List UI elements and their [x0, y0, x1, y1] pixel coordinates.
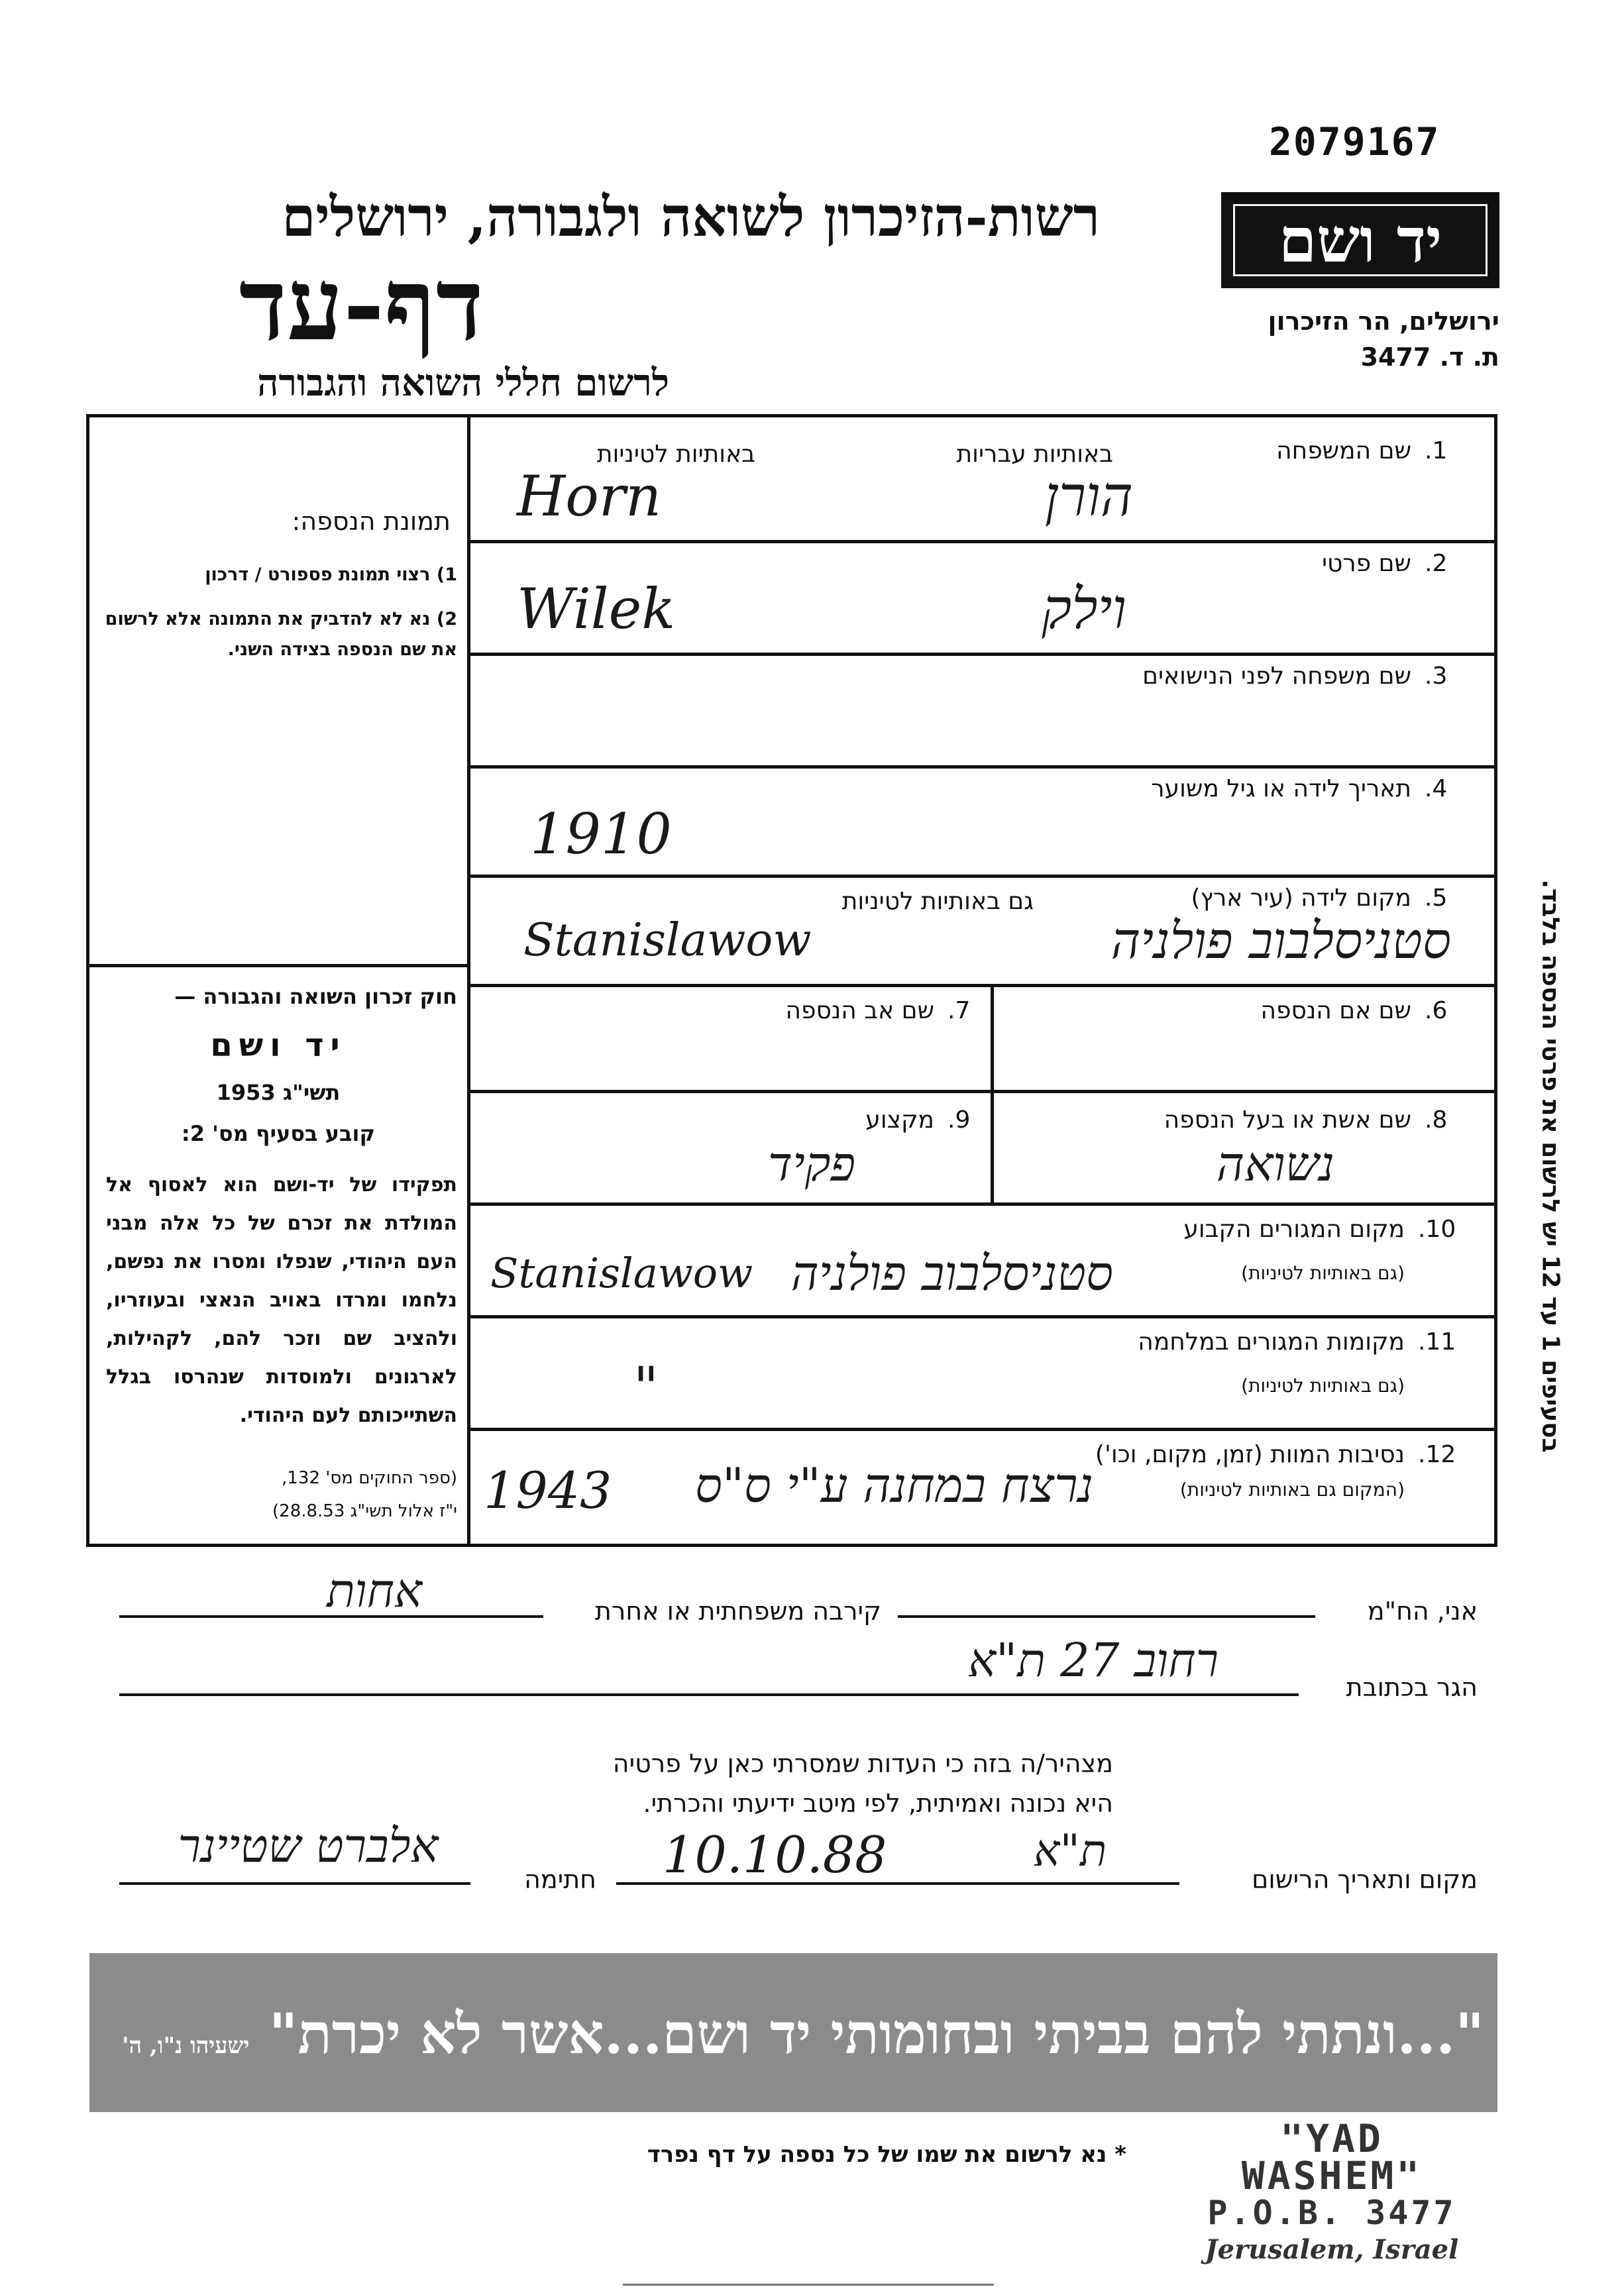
field-9-label: מקצוע — [865, 1106, 934, 1134]
stamp-line-3: Jerusalem, Israel — [1205, 2234, 1459, 2265]
stamp-line-2: P.O.B. 3477 — [1207, 2194, 1456, 2232]
declarant-name-line[interactable] — [898, 1585, 1315, 1618]
declarant-label: אני, הח"מ — [1367, 1597, 1478, 1626]
signature-label: חתימה — [524, 1865, 596, 1894]
logo-address — [1221, 303, 1499, 375]
field-11-number: 11. — [1418, 1328, 1456, 1356]
field-2-number: 2. — [1425, 550, 1448, 577]
place-date-label: מקום ותאריך הרישום — [1252, 1865, 1478, 1894]
field-4-number: 4. — [1425, 775, 1448, 802]
field-5-latin-label: גם באותיות לטיניות — [841, 888, 1034, 915]
photo-note-2-text: נא לא להדביק את התמונה אלא לרשום את שם הנספה בצידה השני. — [105, 609, 457, 660]
photo-note-1 — [99, 560, 457, 590]
side-instruction — [1504, 788, 1597, 1544]
field-6-label: שם אם הנספה — [1260, 997, 1411, 1024]
panel-divider — [467, 417, 470, 1547]
stamp-line-1: "YAD WASHEM" — [1241, 2116, 1423, 2198]
field-12-year-value[interactable]: 1943 — [484, 1461, 612, 1520]
field-6-number: 6. — [1425, 997, 1448, 1024]
page-title: דף-עד — [239, 246, 484, 363]
photo-note-2 — [99, 604, 457, 665]
left-panel-divider — [89, 964, 467, 967]
field-12-hebrew-value[interactable]: נרצח במחנה ע"י ס"ס — [694, 1458, 1093, 1513]
banner-quote — [106, 2001, 1484, 2067]
logo-text: יד ושם — [1278, 204, 1442, 276]
row-separator — [467, 1090, 1497, 1093]
field-11-sublabel: (גם באותיות לטיניות) — [1241, 1375, 1405, 1397]
field-10-hebrew-value[interactable]: סטניסלבוב פולניה — [790, 1246, 1113, 1301]
address-line-2: ת. ד. 3477 — [1360, 343, 1499, 372]
field-9-value[interactable]: פקיד — [767, 1136, 856, 1192]
field-7-label: שם אב הנספה — [785, 997, 934, 1024]
row-separator — [467, 984, 1497, 987]
law-year: תשי"ג 1953 — [216, 1080, 341, 1105]
field-5-number: 5. — [1425, 884, 1448, 912]
field-1-latin-label: באותיות לטיניות — [596, 441, 755, 468]
field-10-sublabel: (גם באותיות לטיניות) — [1241, 1262, 1405, 1284]
address-value[interactable]: רחוב 27 ת"א — [968, 1633, 1218, 1687]
law-clause: קובע בסעיף מס' 2: — [181, 1121, 376, 1146]
row-separator — [467, 1202, 1497, 1206]
address-line-1: ירושלים, הר הזיכרון — [1268, 307, 1499, 336]
field-8-value[interactable]: נשואה — [1216, 1136, 1335, 1192]
relation-value[interactable]: אחות — [326, 1564, 423, 1618]
field-11-label: מקומות המגורים במלחמה — [1138, 1328, 1405, 1356]
yad-vashem-stamp — [1193, 2116, 1471, 2268]
row-separator — [467, 1428, 1497, 1431]
photo-note-2-num: 2) — [436, 609, 457, 629]
place-value[interactable]: ת"א — [1033, 1825, 1107, 1876]
field-3-number: 3. — [1425, 663, 1448, 690]
row-separator — [467, 540, 1497, 543]
field-7-number: 7. — [947, 997, 971, 1024]
field-5-latin-value[interactable]: Stanislawow — [523, 914, 812, 967]
field-2-label: שם פרטי — [1321, 550, 1411, 577]
field-4-value[interactable]: 1910 — [530, 802, 672, 867]
field-1-label: שם המשפחה — [1276, 437, 1411, 464]
law-name: יד ושם — [210, 1027, 347, 1064]
field-9-number: 9. — [947, 1106, 971, 1134]
law-ref-1: (ספר החוקים מס' 132, — [282, 1468, 457, 1488]
photo-note-1-num: 1) — [436, 564, 457, 585]
row-separator — [467, 765, 1497, 769]
relation-label: קירבה משפחתית או אחרת — [594, 1597, 881, 1626]
law-title: חוק זכרון השואה והגבורה — — [174, 984, 457, 1009]
authority-name: רשות-הזיכרון לשואה ולגבורה, ירושלים — [282, 186, 1100, 249]
form-bottom-line — [89, 1544, 1497, 1547]
field-12-number: 12. — [1418, 1441, 1456, 1468]
row-separator — [467, 875, 1497, 878]
banner-quote-text: "...ונתתי להם בביתי ובחומותי יד ושם...אשר לא יכרת" — [268, 2001, 1484, 2066]
photo-note-1-text: רצוי תמונת פספורט / דרכון — [205, 564, 431, 585]
field-2-latin-value[interactable]: Wilek — [517, 576, 676, 641]
page-subtitle: לרשום חללי השואה והגבורה — [257, 361, 669, 405]
law-body: תפקידו של יד-ושם הוא לאסוף אל המולדת את זכרם של כל אלה מבני העם היהודי, שנפלו ומסרו את נפשם, נלחמו ומרדו באויב הנאצי ובעוזריו, ולהציב שם וזכר להם, לקהילות, לארגונים ולמוסדות שנהרסו בגלל השתייכותם לעם היהודי. — [106, 1173, 457, 1427]
field-5-hebrew-value[interactable]: סטניסלבוב פולניה — [1110, 911, 1451, 970]
footer-note: * נא לרשום את שמו של כל נספה על דף נפרד — [647, 2141, 1126, 2168]
statement-line-2: היא נכונה ואמיתית, לפי מיטב ידיעתי והכרתי. — [643, 1789, 1113, 1818]
signature-value[interactable]: אלברט שטיינר — [178, 1819, 439, 1873]
field-1-hebrew-value[interactable]: הורן — [1044, 464, 1133, 529]
field-10-number: 10. — [1418, 1216, 1456, 1243]
yad-vashem-logo — [1221, 192, 1499, 288]
statement-line-1: מצהיר/ה בזה כי העדות שמסרתי כאן על פרטיה — [612, 1749, 1113, 1778]
field-10-label: מקום המגורים הקבוע — [1183, 1216, 1405, 1243]
field-12-label: נסיבות המוות (זמן, מקום, וכו') — [1095, 1441, 1405, 1468]
address-label: הגר בכתובת — [1346, 1673, 1478, 1702]
field-3-label: שם משפחה לפני הנישואים — [1142, 663, 1411, 690]
split-divider — [991, 984, 994, 1202]
field-11-value[interactable]: " — [633, 1355, 659, 1420]
side-instruction-text: בסעיפים 1 עד 12 יש לרשום את פרטי הנספה בלבד. — [1537, 879, 1564, 1453]
photo-title: תמונת הנספה: — [292, 507, 451, 536]
field-12-sublabel: (המקום גם באותיות לטיניות) — [1179, 1479, 1405, 1501]
field-1-hebrew-label: באותיות עבריות — [956, 441, 1113, 468]
field-10-latin-value[interactable]: Stanislawow — [490, 1249, 753, 1297]
document-number: 2079167 — [1269, 119, 1440, 164]
field-4-label: תאריך לידה או גיל משוער — [1151, 775, 1411, 802]
row-separator — [467, 1315, 1497, 1318]
law-ref-2: י"ז אלול תשי"ג 28.8.53) — [272, 1501, 457, 1521]
field-1-latin-value[interactable]: Horn — [517, 464, 662, 529]
field-2-hebrew-value[interactable]: וילק — [1042, 576, 1126, 641]
row-separator — [467, 653, 1497, 656]
scan-edge-mark — [623, 2284, 994, 2286]
field-8-label: שם אשת או בעל הנספה — [1164, 1106, 1411, 1134]
field-5-label: מקום לידה (עיר ארץ) — [1191, 884, 1411, 912]
field-1-number: 1. — [1425, 437, 1448, 464]
field-8-number: 8. — [1425, 1106, 1448, 1134]
date-value[interactable]: 10.10.88 — [663, 1825, 887, 1884]
banner-citation: ישעיהו נ"ו, ה' — [122, 2033, 250, 2059]
